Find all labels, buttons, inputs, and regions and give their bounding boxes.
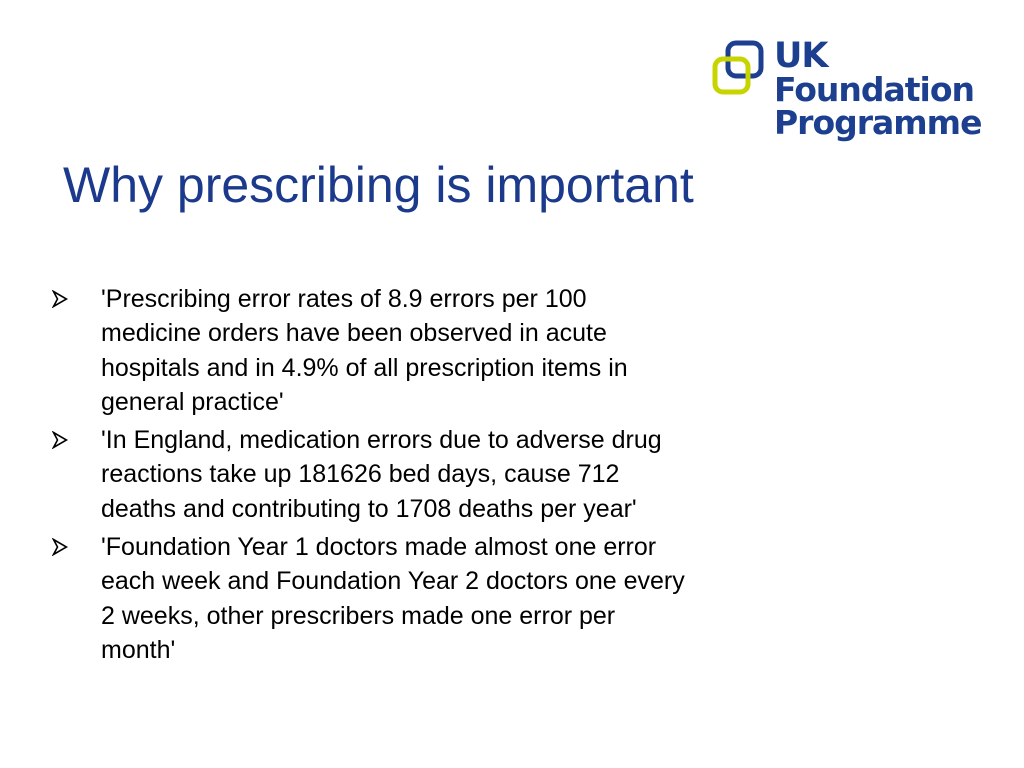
bullet-item bbox=[52, 282, 692, 419]
bullet-list bbox=[52, 282, 692, 671]
bullet-item bbox=[52, 530, 692, 667]
bullet-text: 'Prescribing error rates of 8.9 errors per 100 medicine orders have been observed in acute hospitals and in 4.9% of all prescription items in general practice' bbox=[101, 285, 628, 416]
arrowhead-bullet-icon bbox=[52, 290, 68, 308]
slide-title: Why prescribing is important bbox=[63, 157, 694, 213]
bullet-text: 'Foundation Year 1 doctors made almost one error each week and Foundation Year 2 doctors one every 2 weeks, other prescribers made one error per month' bbox=[101, 533, 685, 664]
logo-wordmark bbox=[774, 36, 982, 142]
arrowhead-bullet-icon bbox=[52, 538, 68, 556]
logo-line-uk: UK bbox=[774, 36, 828, 76]
logo-line-programme: Programme bbox=[774, 103, 982, 142]
bullet-text: 'In England, medication errors due to adverse drug reactions take up 181626 bed days, cause 712 deaths and contributing to 1708 deaths per year' bbox=[101, 426, 662, 523]
logo-line-foundation: Foundation bbox=[774, 70, 975, 109]
arrowhead-bullet-icon bbox=[52, 431, 68, 449]
interlocking-squares-logo-icon bbox=[712, 40, 768, 96]
uk-foundation-programme-logo bbox=[712, 36, 1002, 152]
bullet-item bbox=[52, 423, 692, 526]
